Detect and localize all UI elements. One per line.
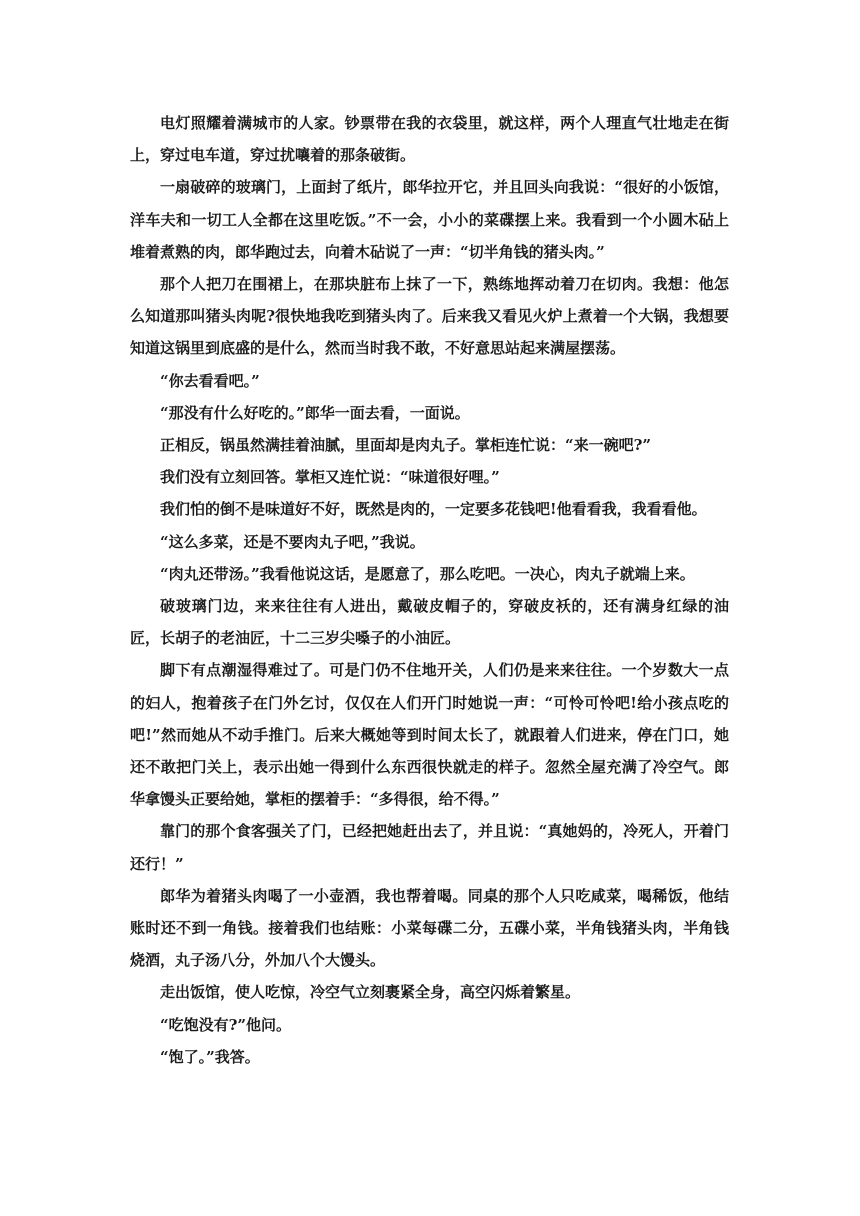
paragraph: 一扇破碎的玻璃门，上面封了纸片，郎华拉开它，并且回头向我说：“很好的小饭馆，洋车夫和一切工人全都在这里吃饭。”不一会，小小的菜碟摆上来。我看到一个小圆木砧上堆着煮熟的肉，郎华跑过去，向着木砧说了一声：“切半角钱的猪头肉。”	[130, 178, 729, 261]
paragraph: 郎华为着猪头肉喝了一小壶酒，我也帮着喝。同桌的那个人只吃咸菜，喝稀饭，他结账时还不到一角钱。接着我们也结账：小菜每碟二分，五碟小菜，半角钱猪头肉，半角钱烧酒，丸子汤八分，外加八个大馒头。	[130, 886, 729, 970]
paragraph: 电灯照耀着满城市的人家。钞票带在我的衣袋里，就这样，两个人理直气壮地走在街上，穿过电车道，穿过扰嚷着的那条破街。	[130, 114, 729, 165]
paragraph: 破玻璃门边，来来往往有人进出，戴破皮帽子的，穿破皮袄的，还有满身红绿的油匠，长胡子的老油匠，十二三岁尖嗓子的小油匠。	[130, 597, 729, 648]
paragraph: 走出饭馆，使人吃惊，冷空气立刻裹紧全身，高空闪烁着繁星。	[160, 983, 581, 1002]
paragraph: 靠门的那个食客强关了门，已经把她赶出去了，并且说：“真她妈的，冷死人，开着门还行！”	[130, 822, 729, 873]
paragraph: “肉丸还带汤。”我看他说这话，是愿意了，那么吃吧。一决心，肉丸子就端上来。	[160, 564, 695, 583]
paragraph: “你去看看吧。”	[160, 371, 260, 390]
document-body	[130, 107, 729, 1073]
paragraph: 我们怕的倒不是味道好不好，既然是肉的，一定要多花钱吧!他看看我，我看看他。	[160, 500, 707, 519]
paragraph: 脚下有点潮湿得难过了。可是门仍不住地开关，人们仍是来来往往。一个岁数大一点的妇人，抱着孩子在门外乞讨，仅仅在人们开门时她说一声：“可怜可怜吧!给小孩点吃的吧!”然而她从不动手推门。后来大概她等到时间太长了，就跟着人们进来，停在门口，她还不敢把门关上，表示出她一得到什么东西很快就走的样子。忽然全屋充满了冷空气。郎华拿馒头正要给她，掌柜的摆着手：“多得很，给不得。”	[130, 661, 729, 809]
paragraph: “这么多菜，还是不要肉丸子吧，”我说。	[160, 532, 425, 551]
paragraph: 正相反，锅虽然满挂着油腻，里面却是肉丸子。掌柜连忙说：“来一碗吧?”	[160, 436, 652, 455]
paragraph: “吃饱没有?”他问。	[160, 1015, 292, 1034]
paragraph: “饱了。”我答。	[160, 1047, 260, 1066]
paragraph: 那个人把刀在围裙上，在那块脏布上抹了一下，熟练地挥动着刀在切肉。我想：他怎么知道那叫猪头肉呢?很快地我吃到猪头肉了。后来我又看见火炉上煮着一个大锅，我想要知道这锅里到底盛的是什么，然而当时我不敢，不好意思站起来满屋摆荡。	[130, 275, 729, 358]
paragraph: 我们没有立刻回答。掌柜又连忙说：“味道很好哩。”	[160, 468, 500, 487]
paragraph: “那没有什么好吃的。”郎华一面去看，一面说。	[160, 403, 470, 422]
